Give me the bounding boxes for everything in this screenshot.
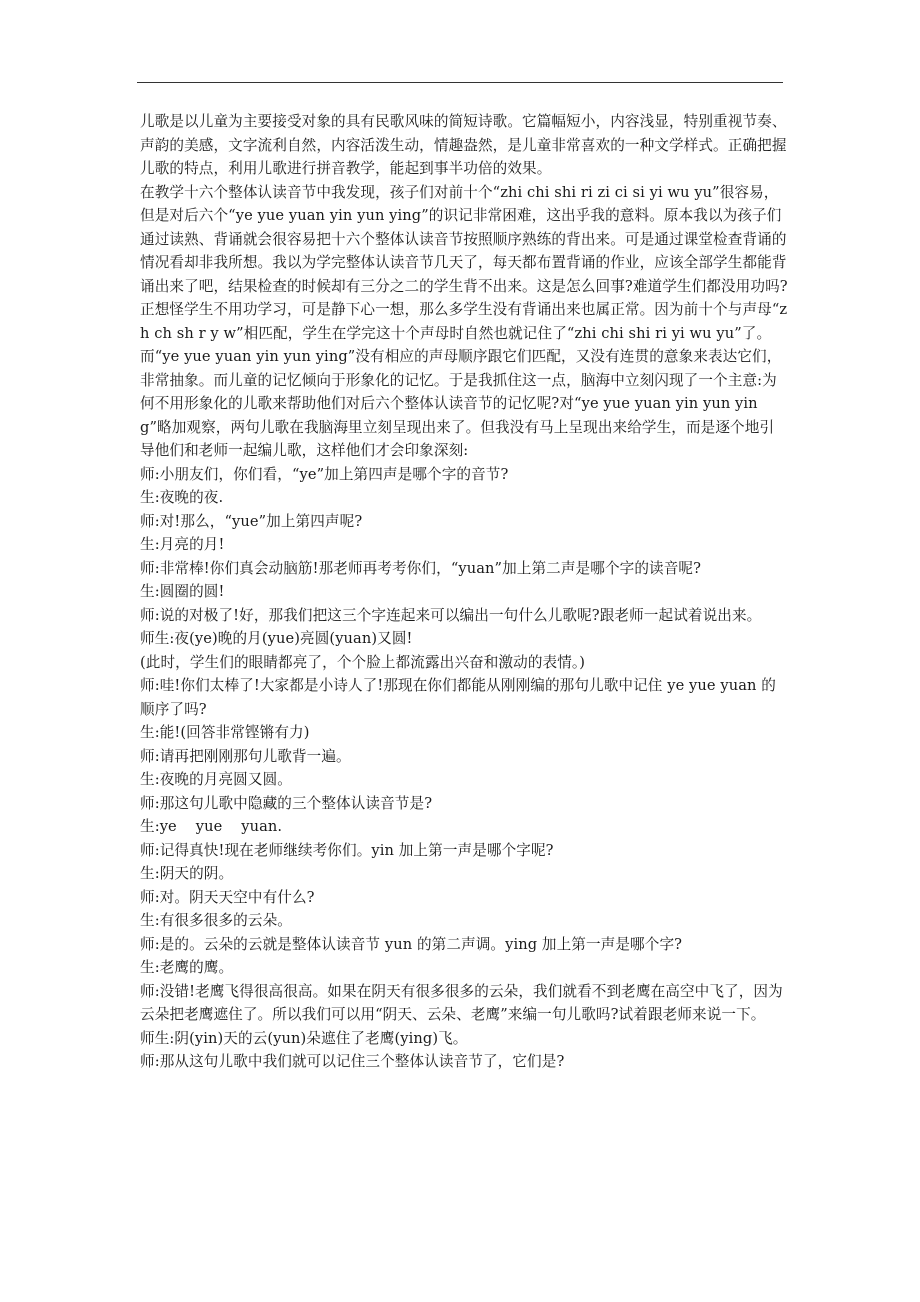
dialogue-line: 生:圆圈的圆! bbox=[140, 583, 225, 600]
dialogue-line: (此时，学生们的眼睛都亮了，个个脸上都流露出兴奋和激动的表情。) bbox=[140, 653, 586, 671]
document-body bbox=[140, 110, 788, 1074]
paragraph: 儿歌是以儿童为主要接受对象的具有民歌风味的简短诗歌。它篇幅短小，内容浅显，特别重视节奏、声韵的美感，文字流利自然，内容活泼生动，情趣盎然，是儿童非常喜欢的一种文学样式。正确把握儿歌的特点，利用儿歌进行拼音教学，能起到事半功倍的效果。 bbox=[140, 113, 787, 177]
dialogue-line: 师:非常棒!你们真会动脑筋!那老师再考考你们，“yuan”加上第二声是哪个字的读音呢? bbox=[140, 559, 702, 577]
paragraph: 在教学十六个整体认读音节中我发现，孩子们对前十个“zhi chi shi ri zi ci si yi wu yu”很容易，但是对后六个“ye yue yuan yin yun ying”的识记非常困难，这出乎我的意料。原本我以为孩子们通过读熟、背诵就会很容易把十六个整体认读音节按照顺序熟练的背出来。可是通过课堂检查背诵的情况看却非我所想。我以为学完整体认读音节几天了，每天都布置背诵的作业，应该全部学生都能背诵出来了吧，结果检查的时候却有三分之二的学生背不出来。这是怎么回事?难道学生们都没用功吗?正想怪学生不用功学习，可是静下心一想，那么多学生没有背诵出来也属正常。因为前十个与声母“zh ch sh r y w”相匹配，学生在学完这十个声母时自然也就记住了“zhi chi shi ri yi wu yu”了。而“ye yue yuan yin yun ying”没有相应的声母顺序跟它们匹配，又没有连贯的意象来表达它们，非常抽象。而儿童的记忆倾向于形象化的记忆。于是我抓住这一点，脑海中立刻闪现了一个主意:为何不用形象化的儿歌来帮助他们对后六个整体认读音节的记忆呢?对“ye yue yuan yin yun ying”略加观察，两句儿歌在我脑海里立刻呈现出来了。但我没有马上呈现出来给学生，而是逐个地引导他们和老师一起编儿歌，这样他们才会印象深刻: bbox=[140, 183, 788, 459]
dialogue-line: 生:能!(回答非常铿锵有力) bbox=[140, 724, 310, 741]
dialogue-line: 师:对。阴天天空中有什么? bbox=[140, 888, 315, 906]
dialogue-line: 师:说的对极了!好，那我们把这三个字连起来可以编出一句什么儿歌呢?跟老师一起试着说出来。 bbox=[140, 606, 762, 624]
dialogue-line: 师:请再把刚刚那句儿歌背一遍。 bbox=[140, 747, 351, 765]
dialogue-line: 生:有很多很多的云朵。 bbox=[140, 912, 292, 929]
dialogue-line: 生:阴天的阴。 bbox=[140, 865, 234, 882]
dialogue-line: 生:老鹰的鹰。 bbox=[140, 959, 234, 976]
dialogue-line: 师:记得真快!现在老师继续考你们。yin 加上第一声是哪个字呢? bbox=[140, 841, 554, 859]
dialogue-line: 生:月亮的月! bbox=[140, 536, 225, 553]
dialogue-line: 师:没错!老鹰飞得很高很高。如果在阴天有很多很多的云朵，我们就看不到老鹰在高空中飞了，因为云朵把老鹰遮住了。所以我们可以用“阴天、云朵、老鹰”来编一句儿歌吗?试着跟老师来说一下。 bbox=[140, 982, 783, 1023]
dialogue-line: 师:哇!你们太棒了!大家都是小诗人了!那现在你们都能从刚刚编的那句儿歌中记住 ye yue yuan 的顺序了吗? bbox=[140, 677, 776, 718]
dialogue-line: 师:是的。云朵的云就是整体认读音节 yun 的第二声调。ying 加上第一声是哪个字? bbox=[140, 935, 683, 953]
dialogue-line: 师生:夜(ye)晚的月(yue)亮圆(yuan)又圆! bbox=[140, 630, 413, 647]
dialogue-line: 生:夜晚的月亮圆又圆。 bbox=[140, 771, 292, 788]
dialogue-line: 师:小朋友们，你们看，“ye”加上第四声是哪个字的音节? bbox=[140, 465, 509, 483]
dialogue-line: 师:那从这句儿歌中我们就可以记住三个整体认读音节了，它们是? bbox=[140, 1053, 565, 1070]
dialogue-line: 师:那这句儿歌中隐藏的三个整体认读音节是? bbox=[140, 794, 433, 812]
dialogue-line: 生:ye yue yuan. bbox=[140, 818, 283, 835]
dialogue-line: 师生:阴(yin)天的云(yun)朵遮住了老鹰(ying)飞。 bbox=[140, 1029, 468, 1047]
header-rule bbox=[137, 82, 783, 83]
dialogue-line: 生:夜晚的夜. bbox=[140, 489, 224, 506]
dialogue-line: 师:对!那么，“yue”加上第四声呢? bbox=[140, 512, 363, 530]
